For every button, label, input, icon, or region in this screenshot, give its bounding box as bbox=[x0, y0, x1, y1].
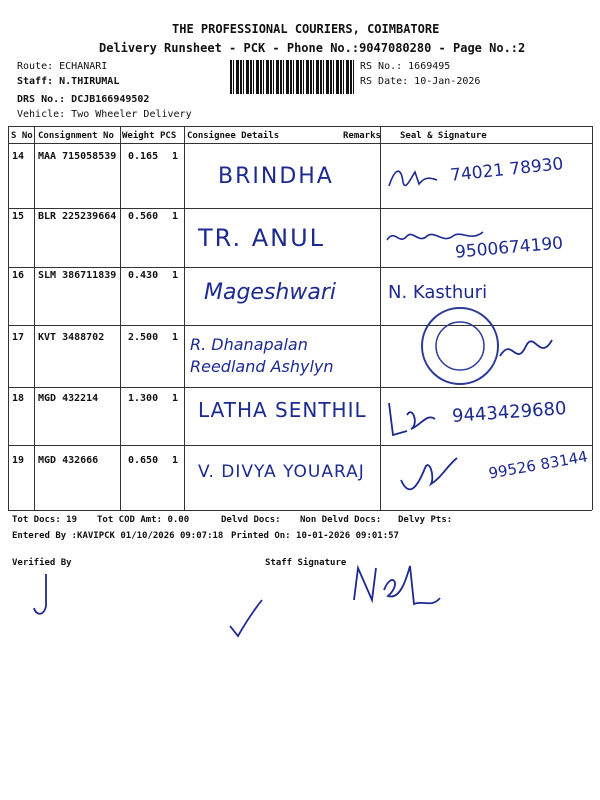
row-sno: 18 bbox=[12, 393, 25, 404]
row-consignee-handwriting: TR. ANUL bbox=[198, 224, 326, 252]
seal-stamp bbox=[420, 296, 580, 396]
row-consignment-no: BLR 225239664 bbox=[38, 211, 117, 222]
row-seal-handwriting: N. Kasthuri bbox=[388, 282, 488, 303]
signature-mark bbox=[383, 222, 493, 252]
col-header-pcs: PCS bbox=[160, 131, 177, 141]
staff-label: Staff: N.THIRUMAL bbox=[17, 76, 120, 87]
route-label: Route: ECHANARI bbox=[17, 61, 108, 72]
col-rule bbox=[184, 126, 185, 510]
col-rule bbox=[34, 126, 35, 510]
row-rule bbox=[8, 208, 592, 209]
row-weight: 0.560 bbox=[128, 211, 159, 222]
row-weight: 0.650 bbox=[128, 455, 159, 466]
vehicle-label: Vehicle: Two Wheeler Delivery bbox=[17, 109, 192, 120]
verified-by-label: Verified By bbox=[12, 558, 72, 568]
row-pcs: 1 bbox=[172, 393, 179, 404]
row-consignee-handwriting: Mageshwari bbox=[204, 280, 336, 305]
staff-signature-label: Staff Signature bbox=[265, 558, 347, 568]
row-weight: 0.165 bbox=[128, 151, 159, 162]
printed-on: Printed On: 10-01-2026 09:01:57 bbox=[231, 531, 399, 541]
non-delivered-docs: Non Delvd Docs: bbox=[300, 515, 382, 525]
row-weight: 0.430 bbox=[128, 270, 159, 281]
col-header-seal: Seal & Signature bbox=[400, 131, 487, 141]
signature-mark bbox=[395, 448, 475, 498]
row-seal-handwriting: 9500674190 bbox=[454, 233, 564, 263]
row-seal-handwriting: 9443429680 bbox=[451, 398, 568, 427]
check-mark bbox=[226, 596, 266, 640]
row-sno: 15 bbox=[12, 211, 25, 222]
row-pcs: 1 bbox=[172, 211, 179, 222]
row-pcs: 1 bbox=[172, 270, 179, 281]
row-weight: 2.500 bbox=[128, 332, 159, 343]
entered-by: Entered By :KAVIPCK 01/10/2026 09:07:18 bbox=[12, 531, 224, 541]
row-consignee-handwriting: V. DIVYA YOUARAJ bbox=[198, 462, 365, 482]
col-rule bbox=[8, 126, 9, 510]
row-seal-handwriting: 74021 78930 bbox=[449, 154, 565, 186]
row-sno: 19 bbox=[12, 455, 25, 466]
verified-signature-mark bbox=[28, 570, 58, 620]
signature-mark bbox=[385, 158, 445, 198]
doc-title: THE PROFESSIONAL COURIERS, COIMBATORE bbox=[172, 22, 440, 36]
table-top-rule bbox=[8, 126, 592, 127]
col-header-consignee: Consignee Details bbox=[187, 131, 280, 141]
row-consignment-no: MGD 432214 bbox=[38, 393, 99, 404]
table-header-rule bbox=[8, 143, 592, 144]
col-header-sno: S No bbox=[11, 131, 33, 141]
row-weight: 1.300 bbox=[128, 393, 159, 404]
col-rule bbox=[120, 126, 121, 510]
row-rule bbox=[8, 267, 592, 268]
col-header-weight: Weight bbox=[122, 131, 155, 141]
doc-subtitle: Delivery Runsheet - PCK - Phone No.:9047080280 - Page No.:2 bbox=[99, 41, 526, 55]
row-consignment-no: MGD 432666 bbox=[38, 455, 99, 466]
row-consignee-handwriting: R. Dhanapalan Reedland Ashylyn bbox=[190, 335, 334, 376]
col-rule bbox=[380, 126, 381, 510]
col-header-consignment: Consignment No bbox=[38, 131, 114, 141]
col-rule bbox=[592, 126, 593, 510]
drs-number: DRS No.: DCJB166949502 bbox=[17, 94, 150, 105]
row-pcs: 1 bbox=[172, 455, 179, 466]
row-consignment-no: SLM 386711839 bbox=[38, 270, 117, 281]
signature-mark bbox=[383, 395, 443, 441]
row-consignee-handwriting: LATHA SENTHIL bbox=[198, 398, 367, 422]
delivery-points: Delvy Pts: bbox=[398, 515, 453, 525]
row-consignment-no: MAA 715058539 bbox=[38, 151, 117, 162]
row-rule bbox=[8, 445, 592, 446]
row-consignment-no: KVT 3488702 bbox=[38, 332, 105, 343]
row-consignee-handwriting: BRINDHA bbox=[218, 164, 334, 189]
rs-date: RS Date: 10-Jan-2026 bbox=[360, 76, 481, 87]
table-bottom-rule bbox=[8, 510, 592, 511]
row-sno: 16 bbox=[12, 270, 25, 281]
col-header-remarks: Remarks bbox=[343, 131, 381, 141]
row-seal-handwriting: 99526 83144 bbox=[487, 447, 590, 483]
staff-signature-mark bbox=[348, 560, 448, 620]
row-sno: 17 bbox=[12, 332, 25, 343]
row-pcs: 1 bbox=[172, 151, 179, 162]
row-pcs: 1 bbox=[172, 332, 179, 343]
total-docs: Tot Docs: 19 bbox=[12, 515, 78, 525]
total-cod-amount: Tot COD Amt: 0.00 bbox=[97, 515, 190, 525]
barcode-graphic bbox=[230, 60, 356, 94]
rs-number: RS No.: 1669495 bbox=[360, 61, 451, 72]
row-sno: 14 bbox=[12, 151, 25, 162]
delivered-docs: Delvd Docs: bbox=[221, 515, 281, 525]
